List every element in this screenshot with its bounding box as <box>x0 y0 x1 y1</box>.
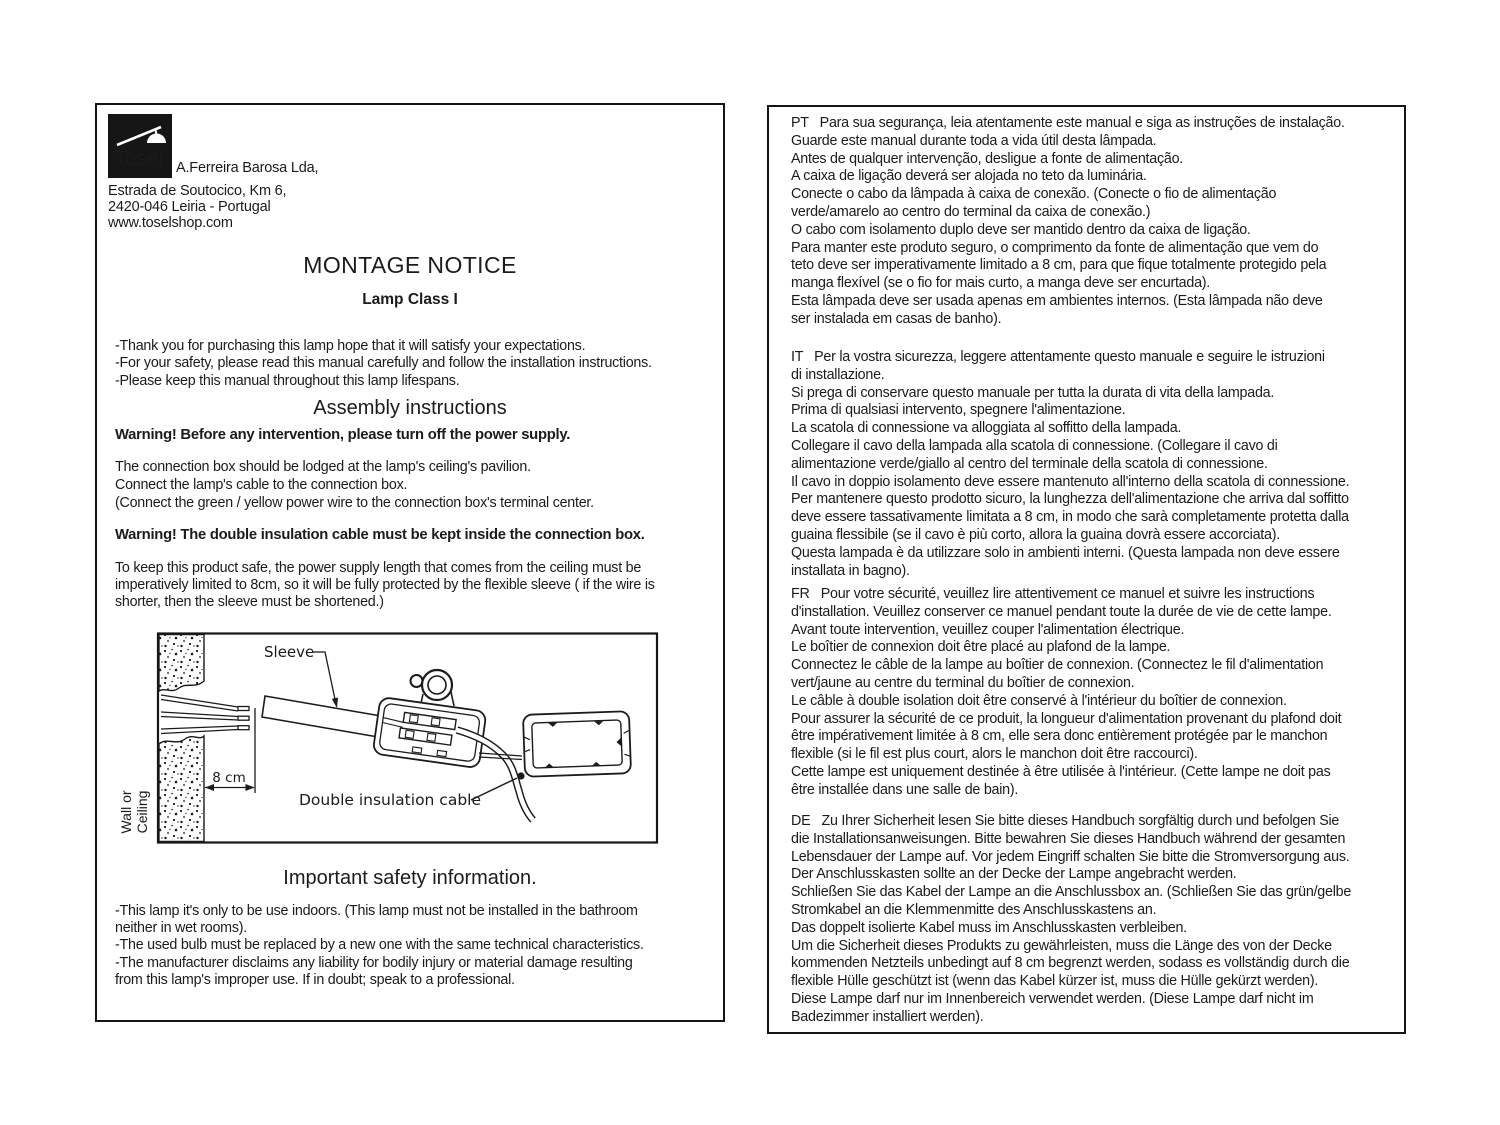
connection-paragraph <box>115 458 594 513</box>
text-line: Guarde este manual durante toda a vida útil desta lâmpada. <box>791 132 1157 149</box>
text-line: manga flexível (se o fio for mais curto, a manga deve ser encurtada). <box>791 275 1211 292</box>
text-line: Pour assurer la sécurité de ce produit, la longueur d'alimentation provenant du plafond doit <box>791 710 1342 727</box>
page-title: MONTAGE NOTICE <box>303 252 517 278</box>
installation-diagram-graphic <box>115 632 660 845</box>
language-section-pt <box>791 115 1397 329</box>
text-line: Le câble à double isolation doit être conservé à l'intérieur du boîtier de connexion. <box>791 692 1287 709</box>
text-line: 2420-046 Leiria - Portugal <box>108 198 271 215</box>
text-line: PT Para sua segurança, leia atentamente este manual e siga as instruções de instalação. <box>791 115 1345 131</box>
text-line: DE Zu Ihrer Sicherheit lesen Sie bitte dieses Handbuch sorgfältig durch und befolgen Sie <box>791 813 1340 829</box>
left-panel <box>95 103 725 1022</box>
text-line: flexible Hülle geschützt ist (wenn das Kabel kürzer ist, muss die Hülle gekürzt werden). <box>791 973 1319 990</box>
text-line: verde/amarelo ao centro do terminal da caixa de conexão.) <box>791 203 1151 220</box>
text-line: Lebensdauer der Lampe auf. Vor jedem Eingriff schalten Sie bitte die Stromversorgung aus. <box>791 848 1350 865</box>
right-panel <box>767 105 1406 1034</box>
language-section-fr <box>791 586 1397 800</box>
language-section-it <box>791 349 1397 580</box>
text-line: Prima di qualsiasi intervento, spegnere l'alimentazione. <box>791 402 1126 419</box>
cable-pointer-dot <box>517 772 524 779</box>
text-line: di installazione. <box>791 366 885 383</box>
text-line: O cabo com isolamento duplo deve ser mantido dentro da caixa de ligação. <box>791 221 1251 238</box>
text-line: Esta lâmpada deve ser usada apenas em ambientes internos. (Esta lâmpada não deve <box>791 292 1323 309</box>
text-line: Conecte o cabo da lâmpada à caixa de conexão. (Conecte o fio de alimentação <box>791 186 1277 203</box>
text-line: from this lamp's improper use. If in doubt; speak to a professional. <box>115 971 515 988</box>
text-line: The connection box should be lodged at the lamp's ceiling's pavilion. <box>115 459 531 475</box>
text-line: Connectez le câble de la lampe au boîtier de connexion. (Connectez le fil d'alimentation <box>791 657 1324 674</box>
text-line: IT Per la vostra sicurezza, leggere attentamente questo manuale e seguire le istruzioni <box>791 349 1325 365</box>
text-line: Connect the lamp's cable to the connection box. <box>115 477 408 494</box>
text-line: alimentazione verde/giallo al centro del terminale della scatola di connessione. <box>791 455 1268 472</box>
text-line: -The manufacturer disclaims any liability for bodily injury or material damage resulting <box>115 954 633 971</box>
text-line: deve essere tassativamente limitata a 8 cm, in modo che sarà completamente protetta dalla <box>791 509 1349 526</box>
cover-plate <box>523 711 631 777</box>
text-line: (Connect the green / yellow power wire to the connection box's terminal center. <box>115 495 594 512</box>
warning-power-supply: Warning! Before any intervention, please turn off the power supply. <box>115 427 571 443</box>
text-line: -Thank you for purchasing this lamp hope that it will satisfy your expectations. <box>115 338 586 354</box>
text-line: flexible (si le fil est plus court, alors le manchon doit être raccourci). <box>791 746 1198 763</box>
text-line: vert/jaune au centre du terminal du boîtier de connexion. <box>791 674 1135 691</box>
text-line: -The used bulb must be replaced by a new one with the same technical characteristics. <box>115 937 644 954</box>
text-line: Das doppelt isolierte Kabel muss im Anschlusskasten verbleiben. <box>791 919 1187 936</box>
text-line: neither in wet rooms). <box>115 920 247 937</box>
wall-label-line2: Ceiling <box>134 790 150 834</box>
logo-wordmark: Tosel <box>114 147 164 170</box>
text-line: Antes de qualquer intervenção, desligue a fonte de alimentação. <box>791 150 1183 167</box>
safety-paragraph <box>115 903 644 989</box>
text-line: Estrada de Soutocico, Km 6, <box>108 183 287 199</box>
text-line: Badezimmer installiert werden). <box>791 1008 984 1025</box>
cable-label: Double insulation cable <box>299 791 482 809</box>
page-subtitle: Lamp Class I <box>362 291 458 308</box>
text-line: www.toselshop.com <box>108 214 233 231</box>
text-line: Cette lampe est uniquement destinée à être utilisée à l'intérieur. (Cette lampe ne doit pas <box>791 763 1331 780</box>
text-line: être installée dans une salle de bain). <box>791 781 1019 798</box>
text-line: Stromkabel an die Klemmenmitte des Anschlusskastens an. <box>791 901 1157 918</box>
text-line: installata in bagno). <box>791 562 910 579</box>
text-line: FR Pour votre sécurité, veuillez lire attentivement ce manuel et suivre les instructions <box>791 586 1315 602</box>
assembly-heading: Assembly instructions <box>313 397 507 419</box>
wall-label-line1: Wall or <box>118 790 134 834</box>
company-name: A.Ferreira Barosa Lda, <box>176 160 319 176</box>
text-line: guaina flessibile (se il cavo è più corto, allora la guaina dovrà essere accorciata). <box>791 526 1280 543</box>
text-line: die Installationsanweisungen. Bitte bewahren Sie dieses Handbuch während der gesamten <box>791 830 1346 847</box>
text-line: Il cavo in doppio isolamento deve essere mantenuto all'interno della scatola di connessione. <box>791 473 1350 490</box>
text-line: -For your safety, please read this manual carefully and follow the installation instructions. <box>115 355 652 372</box>
text-line: Diese Lampe darf nur im Innenbereich verwendet werden. (Diese Lampe darf nicht im <box>791 990 1314 1007</box>
text-line: d'installation. Veuillez conserver ce manuel pendant toute la durée de vie de cette lampe. <box>791 603 1332 620</box>
safety-heading: Important safety information. <box>283 867 537 889</box>
text-line: Si prega di conservare questo manuale per tutta la durata di vita della lampada. <box>791 384 1275 401</box>
length-paragraph <box>115 560 655 612</box>
text-line: imperatively limited to 8cm, so it will be fully protected by the flexible sleeve ( if the wire is <box>115 577 655 594</box>
dimension-label: 8 cm <box>212 770 246 786</box>
tosel-logo <box>108 114 172 178</box>
text-line: kommenden Netzteils unbedingt auf 8 cm begrenzt werden, sodass es vollständig durch die <box>791 955 1350 972</box>
text-line: être impérativement limitée à 8 cm, elle sera donc entièrement protégée par le manchon <box>791 728 1328 745</box>
text-line: Der Anschlusskasten sollte an der Decke der Lampe angebracht werden. <box>791 866 1237 883</box>
warning-insulation: Warning! The double insulation cable must be kept inside the connection box. <box>115 527 645 543</box>
text-line: A caixa de ligação deverá ser alojada no teto da luminária. <box>791 168 1147 185</box>
text-line: -Please keep this manual throughout this lamp lifespans. <box>115 372 460 389</box>
installation-diagram <box>115 632 660 845</box>
tosel-logo-graphic <box>108 114 172 178</box>
sleeve-label: Sleeve <box>264 643 315 661</box>
language-section-de <box>791 813 1397 1027</box>
text-line: Um die Sicherheit dieses Produkts zu gewährleisten, muss die Länge des von der Decke <box>791 937 1332 954</box>
text-line: Schließen Sie das Kabel der Lampe an die Anschlussbox an. (Schließen Sie das grün/gelbe <box>791 884 1352 901</box>
text-line: Para manter este produto seguro, o comprimento da fonte de alimentação que vem do <box>791 239 1319 256</box>
text-line: Avant toute intervention, veuillez couper l'alimentation électrique. <box>791 621 1185 638</box>
text-line: Le boîtier de connexion doit être placé au plafond de la lampe. <box>791 639 1171 656</box>
text-line: La scatola di connessione va alloggiata al soffitto della lampada. <box>791 420 1182 437</box>
text-line: ser instalada em casas de banho). <box>791 310 1002 327</box>
company-address <box>108 184 286 232</box>
text-line: Collegare il cavo della lampada alla scatola di connessione. (Collegare il cavo di <box>791 437 1278 454</box>
intro-paragraph <box>115 338 652 390</box>
text-line: -This lamp it's only to be use indoors. (This lamp must not be installed in the bathroom <box>115 903 638 919</box>
text-line: Per mantenere questo prodotto sicuro, la lunghezza dell'alimentazione che arriva dal soffitto <box>791 491 1349 508</box>
text-line: Questa lampada è da utilizzare solo in ambienti interni. (Questa lampada non deve essere <box>791 544 1340 561</box>
text-line: shorter, then the sleeve must be shortened.) <box>115 594 384 611</box>
text-line: To keep this product safe, the power supply length that comes from the ceiling must be <box>115 560 642 576</box>
text-line: teto deve ser imperativamente limitado a 8 cm, para que fique totalmente protegido pela <box>791 257 1327 274</box>
